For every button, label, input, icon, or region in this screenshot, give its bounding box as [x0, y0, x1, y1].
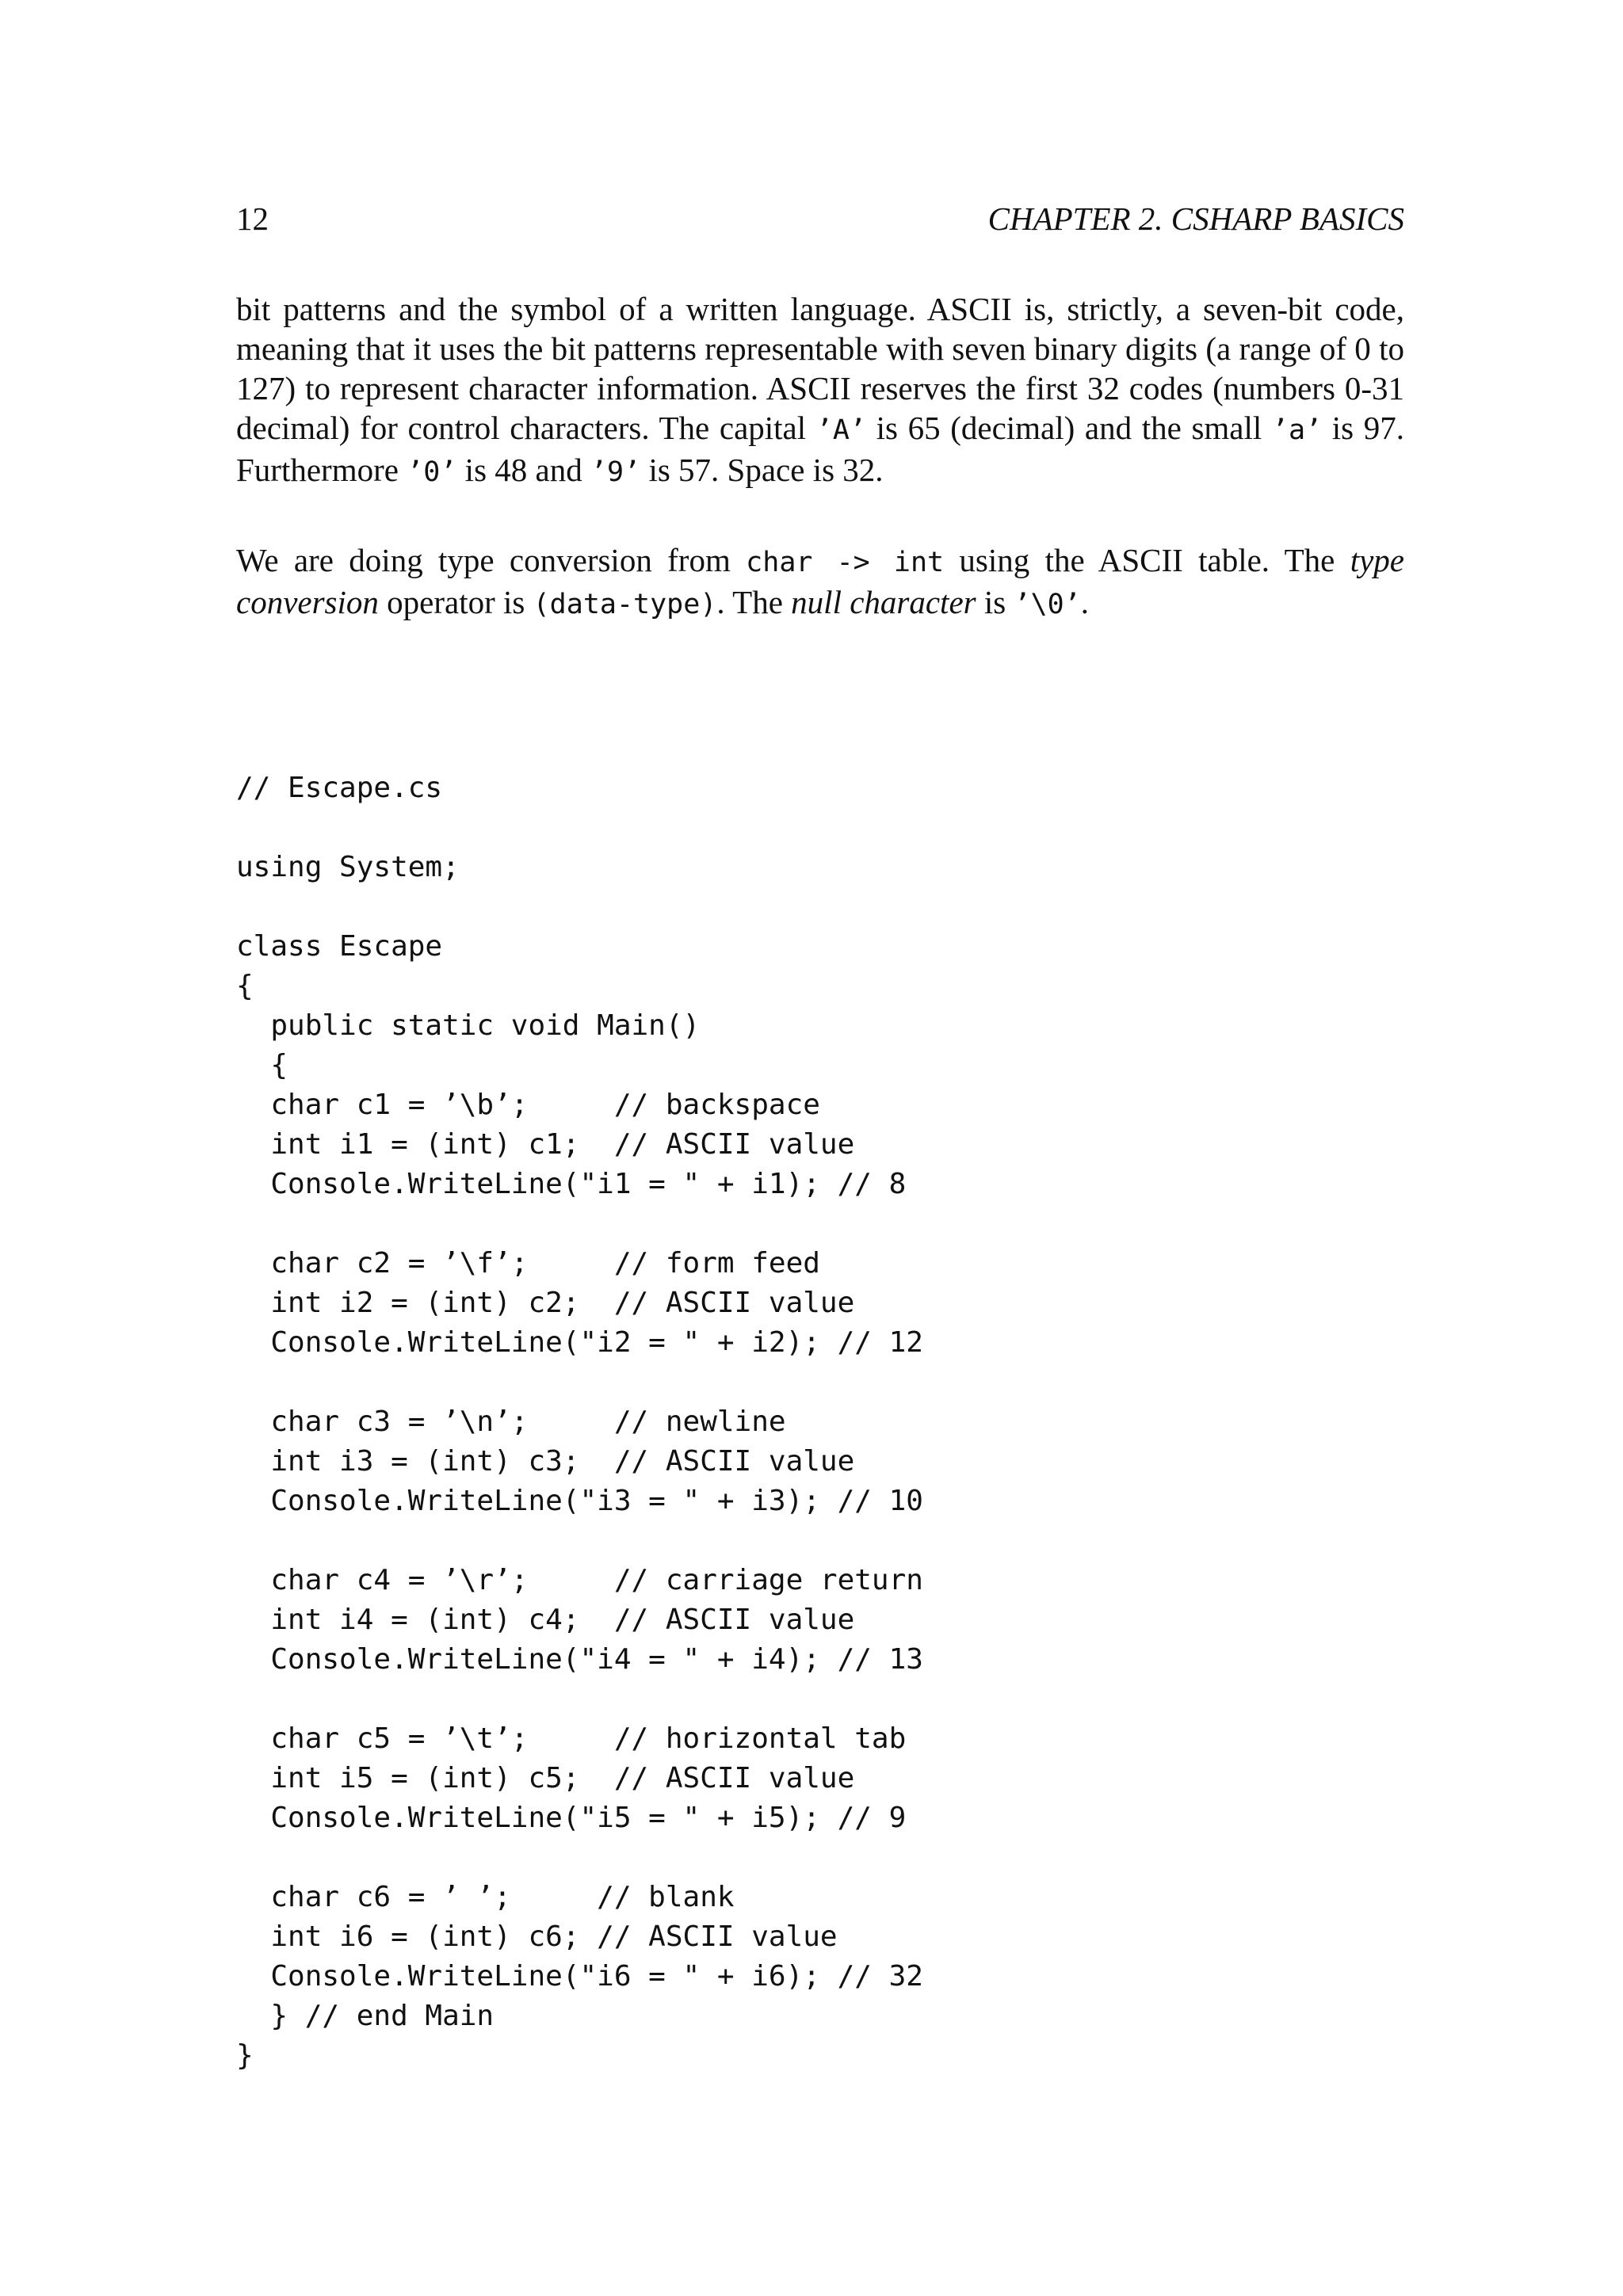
type-conversion-paragraph [236, 540, 1404, 624]
inline-code: ’9’ [590, 456, 641, 488]
code-line: int i2 = (int) c2; // ASCII value [236, 1287, 855, 1319]
code-line: char c4 = ’\r’; // carriage return [236, 1564, 923, 1596]
code-line [236, 1363, 923, 1402]
code-line: int i3 = (int) c3; // ASCII value [236, 1445, 855, 1478]
code-line: char c2 = ’\f’; // form feed [236, 1247, 820, 1280]
code-line: int i5 = (int) c5; // ASCII value [236, 1762, 855, 1794]
code-line: char c3 = ’\n’; // newline [236, 1405, 786, 1438]
code-line: char c1 = ’\b’; // backspace [236, 1089, 820, 1121]
inline-code: ’a’ [1271, 414, 1323, 446]
text-run: is 65 (decimal) and the small [866, 410, 1272, 446]
inline-code: ’A’ [815, 414, 866, 446]
code-line: // Escape.cs [236, 772, 443, 804]
text-run: operator is [378, 584, 533, 620]
code-line [236, 808, 923, 848]
code-line: Console.WriteLine("i2 = " + i2); // 12 [236, 1326, 923, 1359]
text-run: is 97. Furthermore [236, 410, 1404, 488]
code-line [236, 1521, 923, 1561]
running-header [236, 195, 1404, 242]
code-line [236, 1838, 923, 1878]
code-line: Console.WriteLine("i1 = " + i1); // 8 [236, 1168, 907, 1200]
ascii-paragraph [236, 289, 1404, 492]
inline-code: ’0’ [407, 456, 457, 488]
inline-code: ’\0’ [1014, 589, 1081, 620]
code-line [236, 1204, 923, 1244]
text-run: We are doing type conversion from [236, 542, 747, 578]
inline-code: (data-type) [533, 589, 717, 620]
chapter-title: CHAPTER 2. CSHARP BASICS [987, 200, 1404, 237]
code-line: char c5 = ’\t’; // horizontal tab [236, 1722, 907, 1755]
text-run: . [1080, 584, 1090, 620]
code-line: Console.WriteLine("i4 = " + i4); // 13 [236, 1643, 923, 1676]
text-run: is [976, 584, 1014, 620]
text-run: . The [716, 584, 792, 620]
code-line: public static void Main() [236, 1009, 701, 1042]
code-line: Console.WriteLine("i6 = " + i6); // 32 [236, 1960, 923, 1993]
code-line: int i1 = (int) c1; // ASCII value [236, 1128, 855, 1161]
code-line: { [236, 1049, 288, 1081]
emphasis: null character [791, 584, 976, 620]
code-line: char c6 = ’ ’; // blank [236, 1881, 735, 1913]
text-run: using the ASCII table. The [944, 542, 1350, 578]
code-line: } // end Main [236, 2000, 495, 2032]
code-line [236, 887, 923, 927]
code-line: int i6 = (int) c6; // ASCII value [236, 1920, 838, 1953]
code-line [236, 1680, 923, 1719]
text-run: bit patterns and the symbol of a written language. ASCII is, strictly, a seven-bit code, meaning that it uses the bit patterns representable with seven binary digits (a range of 0 to 127) to represent character information. ASCII reserves the first 32 codes (numbers 0-31 decimal) for control characters. The capital [236, 291, 1404, 446]
code-line: class Escape [236, 930, 443, 963]
emphasis: type conversion [236, 542, 1405, 620]
page-number: 12 [236, 200, 269, 237]
code-listing [236, 769, 923, 2076]
inline-code: char -> int [746, 547, 945, 578]
code-line: using System; [236, 851, 460, 883]
code-line: } [236, 2039, 254, 2072]
code-line: Console.WriteLine("i3 = " + i3); // 10 [236, 1485, 923, 1517]
text-run: is 57. Space is 32. [640, 452, 884, 488]
text-run: is 48 and [456, 452, 590, 488]
code-line: { [236, 970, 254, 1002]
code-line: Console.WriteLine("i5 = " + i5); // 9 [236, 1802, 907, 1834]
code-line: int i4 = (int) c4; // ASCII value [236, 1604, 855, 1636]
